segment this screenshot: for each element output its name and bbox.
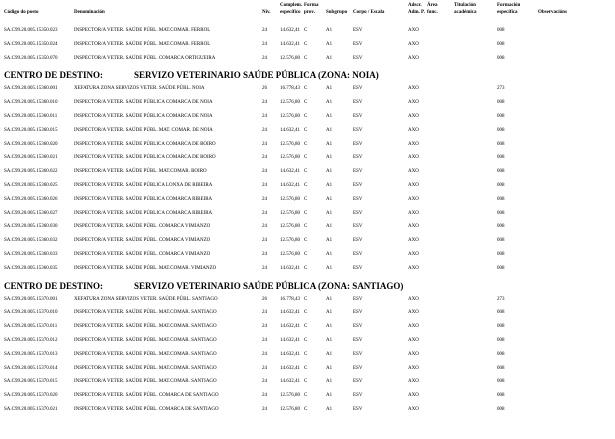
- cell-corpo: ESV: [353, 265, 363, 271]
- cell-adscr: AXO: [408, 113, 419, 119]
- cell-complemento: 14.632,41: [280, 28, 300, 33]
- cell-denominacion: INSPECTOR/A VETER. SAÚDE PÚBL. COMARCA DE SANTIAGO: [74, 406, 219, 412]
- cell-complemento: 14.632,41: [280, 337, 300, 343]
- cell-corpo: ESV: [353, 351, 363, 357]
- cell-subgrupo: A1: [326, 379, 333, 385]
- cell-formacion: 008: [497, 196, 505, 202]
- cell-niv: 24: [262, 141, 267, 147]
- cell-subgrupo: A1: [326, 251, 333, 257]
- section-heading: [0, 66, 615, 82]
- cell-subgrupo: A1: [326, 310, 333, 316]
- cell-denominacion: INSPECTOR/A VETER. SAÚDE PÚBL. MAT.COMAR. SANTIAGO: [74, 324, 217, 330]
- cell-codigo: SA.C99.20.005.15360.015: [4, 127, 58, 133]
- cell-forma: C: [304, 224, 308, 230]
- cell-complemento: 14.632,41: [280, 379, 300, 385]
- cell-denominacion: INSPECTOR/A VETER. SAÚDE PÚBL. MAT.COMAR. SANTIAGO: [74, 379, 217, 385]
- cell-codigo: SA.C99.20.005.15370.012: [4, 337, 58, 343]
- cell-adscr: AXO: [408, 55, 419, 61]
- cell-niv: 24: [262, 224, 267, 230]
- cell-adscr: AXO: [408, 141, 419, 147]
- cell-adscr: AXO: [408, 100, 419, 106]
- cell-adscr: AXO: [408, 310, 419, 316]
- cell-codigo: SA.C99.20.005.15350.023: [4, 28, 58, 33]
- cell-formacion: 008: [497, 113, 505, 119]
- cell-niv: 24: [262, 169, 267, 175]
- section-name: SERVIZO VETERINARIO SAÚDE PÚBLICA (ZONA: NOIA): [134, 70, 379, 81]
- table-row: [0, 82, 615, 96]
- cell-forma: C: [304, 41, 308, 47]
- header-formacion-line2: específica: [497, 10, 518, 15]
- cell-subgrupo: A1: [326, 351, 333, 357]
- cell-forma: C: [304, 251, 308, 257]
- cell-codigo: SA.C99.20.005.15360.032: [4, 238, 58, 244]
- table-row: [0, 320, 615, 334]
- cell-denominacion: INSPECTOR/A VETER. SAÚDE PÚBL. COMARCA VIMIANZO: [74, 251, 211, 257]
- cell-subgrupo: A1: [326, 41, 333, 47]
- cell-codigo: SA.C99.20.005.15370.010: [4, 310, 58, 316]
- table-row: [0, 362, 615, 376]
- cell-forma: C: [304, 379, 308, 385]
- cell-corpo: ESV: [353, 393, 363, 399]
- cell-corpo: ESV: [353, 310, 363, 316]
- cell-forma: C: [304, 28, 308, 33]
- table-row: [0, 179, 615, 193]
- cell-formacion: 008: [497, 28, 505, 33]
- cell-niv: 24: [262, 379, 267, 385]
- cell-formacion: 008: [497, 379, 505, 385]
- cell-forma: C: [304, 296, 308, 302]
- cell-codigo: SA.C99.20.005.15360.035: [4, 265, 58, 271]
- table-row: [0, 375, 615, 389]
- cell-niv: 24: [262, 196, 267, 202]
- header-complemento-line1: Complem.: [280, 3, 303, 8]
- cell-denominacion: INSPECTOR/A VETER. SAÚDE PÚBL. MAT.COMAR. BOIRO: [74, 169, 207, 175]
- cell-subgrupo: A1: [326, 28, 333, 33]
- cell-complemento: 12.576,80: [280, 406, 300, 412]
- cell-forma: C: [304, 169, 308, 175]
- cell-adscr: AXO: [408, 351, 419, 357]
- cell-denominacion: INSPECTOR/A VETER. SAÚDE PÚBL. COMARCA DE SANTIAGO: [74, 393, 219, 399]
- cell-complemento: 14.632,41: [280, 324, 300, 330]
- cell-subgrupo: A1: [326, 296, 333, 302]
- cell-subgrupo: A1: [326, 100, 333, 106]
- header-adscr-line2: Adm. P.: [408, 10, 425, 15]
- cell-subgrupo: A1: [326, 337, 333, 343]
- cell-niv: 24: [262, 55, 267, 61]
- cell-niv: 24: [262, 337, 267, 343]
- cell-complemento: 12.576,80: [280, 393, 300, 399]
- cell-denominacion: XEFATURA ZONA SERVIZOS VETER. SAÚDE PÚBL. SANTIAGO: [74, 296, 218, 302]
- header-forma-line2: prov.: [304, 10, 315, 15]
- cell-denominacion: XEFATURA ZONA SERVIZOS VETER. SAÚDE PÚBL. NOIA: [74, 86, 205, 92]
- table-row: [0, 165, 615, 179]
- cell-adscr: AXO: [408, 337, 419, 343]
- cell-codigo: SA.C99.20.005.15360.011: [4, 113, 58, 119]
- cell-formacion: 008: [497, 365, 505, 371]
- cell-complemento: 12.576,80: [280, 238, 300, 244]
- cell-corpo: ESV: [353, 182, 363, 188]
- cell-adscr: AXO: [408, 155, 419, 161]
- cell-niv: 24: [262, 113, 267, 119]
- cell-denominacion: INSPECTOR/A VETER. SAÚDE PÚBL. COMARCA ORTIGUEIRA: [74, 55, 216, 61]
- cell-denominacion: INSPECTOR/A VETER. SAÚDE PÚBL. COMARCA VIMIANZO: [74, 238, 211, 244]
- table-row: [0, 124, 615, 138]
- cell-corpo: ESV: [353, 238, 363, 244]
- cell-corpo: ESV: [353, 251, 363, 257]
- header-titulacion-line2: académica: [454, 10, 477, 15]
- cell-formacion: 008: [497, 224, 505, 230]
- cell-forma: C: [304, 324, 308, 330]
- cell-forma: C: [304, 365, 308, 371]
- cell-subgrupo: A1: [326, 182, 333, 188]
- cell-formacion: 008: [497, 337, 505, 343]
- table-row: [0, 220, 615, 234]
- cell-corpo: ESV: [353, 41, 363, 47]
- cell-corpo: ESV: [353, 324, 363, 330]
- cell-formacion: 273: [497, 86, 505, 92]
- header-subgrupo: Subgrupo: [326, 10, 348, 15]
- cell-codigo: SA.C99.20.005.15360.010: [4, 100, 58, 106]
- cell-formacion: 008: [497, 127, 505, 133]
- cell-formacion: 008: [497, 169, 505, 175]
- cell-corpo: ESV: [353, 210, 363, 216]
- cell-subgrupo: A1: [326, 55, 333, 61]
- cell-denominacion: INSPECTOR/A VETER. SAÚDE PÚBL. MAT. COMAR. DE NOIA: [74, 127, 213, 133]
- cell-codigo: SA.C99.20.005.15360.033: [4, 251, 58, 257]
- cell-corpo: ESV: [353, 86, 363, 92]
- table-row: [0, 248, 615, 262]
- cell-complemento: 12.576,80: [280, 251, 300, 257]
- cell-subgrupo: A1: [326, 224, 333, 230]
- table-row: [0, 306, 615, 320]
- cell-niv: 24: [262, 28, 267, 33]
- cell-forma: C: [304, 210, 308, 216]
- cell-complemento: 16.778,43: [280, 296, 300, 302]
- cell-forma: C: [304, 337, 308, 343]
- cell-formacion: 008: [497, 265, 505, 271]
- cell-forma: C: [304, 155, 308, 161]
- table-row: [0, 207, 615, 221]
- cell-adscr: AXO: [408, 251, 419, 257]
- table-row: [0, 96, 615, 110]
- cell-forma: C: [304, 196, 308, 202]
- cell-adscr: AXO: [408, 406, 419, 412]
- cell-formacion: 008: [497, 238, 505, 244]
- header-corpo: Corpo / Escala: [353, 10, 385, 15]
- cell-complemento: 14.632,41: [280, 169, 300, 175]
- cell-corpo: ESV: [353, 100, 363, 106]
- cell-forma: C: [304, 238, 308, 244]
- cell-adscr: AXO: [408, 169, 419, 175]
- cell-formacion: 008: [497, 155, 505, 161]
- cell-denominacion: INSPECTOR/A VETER. SAÚDE PÚBLICA COMARCA DE BOIRO: [74, 155, 216, 161]
- table-row: [0, 138, 615, 152]
- cell-formacion: 008: [497, 182, 505, 188]
- header-formacion-line1: Formación: [497, 3, 521, 8]
- header-denominacion: Denominación: [74, 10, 105, 15]
- cell-subgrupo: A1: [326, 113, 333, 119]
- table-row: [0, 24, 615, 38]
- cell-subgrupo: A1: [326, 86, 333, 92]
- table-header: [0, 3, 615, 23]
- cell-forma: C: [304, 141, 308, 147]
- cell-subgrupo: A1: [326, 406, 333, 412]
- cell-niv: 26: [262, 86, 267, 92]
- cell-corpo: ESV: [353, 155, 363, 161]
- cell-codigo: SA.C99.20.005.15370.013: [4, 351, 58, 357]
- cell-complemento: 12.576,80: [280, 210, 300, 216]
- cell-niv: 24: [262, 238, 267, 244]
- cell-codigo: SA.C99.20.005.15360.021: [4, 155, 58, 161]
- section-label: CENTRO DE DESTINO:: [4, 70, 104, 81]
- cell-complemento: 14.632,41: [280, 41, 300, 47]
- cell-niv: 24: [262, 210, 267, 216]
- cell-forma: C: [304, 265, 308, 271]
- posts-table: [0, 24, 615, 418]
- cell-niv: 24: [262, 351, 267, 357]
- cell-forma: C: [304, 100, 308, 106]
- cell-formacion: 008: [497, 310, 505, 316]
- cell-complemento: 14.632,41: [280, 127, 300, 133]
- cell-forma: C: [304, 113, 308, 119]
- cell-corpo: ESV: [353, 28, 363, 33]
- cell-denominacion: INSPECTOR/A VETER. SAÚDE PÚBLICA LONXA DE RIBEIRA: [74, 182, 213, 188]
- cell-formacion: 008: [497, 251, 505, 257]
- cell-complemento: 12.576,80: [280, 100, 300, 106]
- cell-formacion: 008: [497, 100, 505, 106]
- cell-codigo: SA.C99.20.005.15360.022: [4, 169, 58, 175]
- cell-formacion: 273: [497, 296, 505, 302]
- cell-denominacion: INSPECTOR/A VETER. SAÚDE PÚBL. MAT.COMAR. FERROL: [74, 41, 211, 47]
- table-row: [0, 110, 615, 124]
- cell-subgrupo: A1: [326, 324, 333, 330]
- cell-adscr: AXO: [408, 127, 419, 133]
- cell-adscr: AXO: [408, 28, 419, 33]
- cell-corpo: ESV: [353, 406, 363, 412]
- cell-adscr: AXO: [408, 365, 419, 371]
- section-spacer: [0, 417, 615, 418]
- cell-denominacion: INSPECTOR/A VETER. SAÚDE PÚBL. MAT.COMAR. SANTIAGO: [74, 337, 217, 343]
- cell-formacion: 008: [497, 41, 505, 47]
- cell-corpo: ESV: [353, 141, 363, 147]
- table-row: [0, 151, 615, 165]
- cell-denominacion: INSPECTOR/A VETER. SAÚDE PÚBLICA COMARCA DE NOIA: [74, 100, 213, 106]
- cell-corpo: ESV: [353, 337, 363, 343]
- cell-forma: C: [304, 406, 308, 412]
- cell-adscr: AXO: [408, 324, 419, 330]
- table-row: [0, 334, 615, 348]
- cell-niv: 24: [262, 324, 267, 330]
- cell-subgrupo: A1: [326, 365, 333, 371]
- cell-niv: 24: [262, 100, 267, 106]
- cell-corpo: ESV: [353, 196, 363, 202]
- cell-complemento: 12.576,80: [280, 55, 300, 61]
- cell-corpo: ESV: [353, 55, 363, 61]
- cell-denominacion: INSPECTOR/A VETER. SAÚDE PÚBLICA COMARCA DE BOIRO: [74, 141, 216, 147]
- cell-complemento: 12.576,80: [280, 113, 300, 119]
- cell-corpo: ESV: [353, 365, 363, 371]
- cell-niv: 26: [262, 296, 267, 302]
- cell-corpo: ESV: [353, 127, 363, 133]
- cell-forma: C: [304, 393, 308, 399]
- cell-complemento: 12.576,80: [280, 224, 300, 230]
- cell-adscr: AXO: [408, 224, 419, 230]
- table-row: [0, 52, 615, 66]
- cell-denominacion: INSPECTOR/A VETER. SAÚDE PÚBL. MAT.COMAR. SANTIAGO: [74, 365, 217, 371]
- header-area-line1: Área: [427, 3, 438, 8]
- cell-complemento: 16.778,43: [280, 86, 300, 92]
- cell-adscr: AXO: [408, 196, 419, 202]
- cell-adscr: AXO: [408, 238, 419, 244]
- table-row: [0, 193, 615, 207]
- cell-adscr: AXO: [408, 86, 419, 92]
- header-niv: Nív.: [262, 10, 271, 15]
- cell-codigo: SA.C99.20.005.15370.011: [4, 324, 58, 330]
- cell-niv: 24: [262, 182, 267, 188]
- cell-codigo: SA.C99.20.005.15360.026: [4, 196, 58, 202]
- cell-codigo: SA.C99.20.005.15350.070: [4, 55, 58, 61]
- cell-niv: 24: [262, 41, 267, 47]
- cell-formacion: 008: [497, 406, 505, 412]
- cell-forma: C: [304, 351, 308, 357]
- cell-codigo: SA.C99.20.005.15370.021: [4, 406, 58, 412]
- cell-denominacion: INSPECTOR/A VETER. SAÚDE PÚBL. MAT.COMAR. VIMIANZO: [74, 265, 217, 271]
- cell-forma: C: [304, 310, 308, 316]
- cell-adscr: AXO: [408, 296, 419, 302]
- table-row: [0, 234, 615, 248]
- cell-niv: 24: [262, 393, 267, 399]
- cell-corpo: ESV: [353, 113, 363, 119]
- table-row: [0, 262, 615, 276]
- header-titulacion-line1: Titulación: [454, 3, 476, 8]
- cell-complemento: 14.632,41: [280, 365, 300, 371]
- cell-subgrupo: A1: [326, 393, 333, 399]
- cell-codigo: SA.C99.20.005.15360.001: [4, 86, 58, 92]
- cell-adscr: AXO: [408, 182, 419, 188]
- cell-complemento: 14.632,41: [280, 351, 300, 357]
- cell-adscr: AXO: [408, 393, 419, 399]
- cell-adscr: AXO: [408, 265, 419, 271]
- cell-codigo: SA.C99.20.005.15370.001: [4, 296, 58, 302]
- cell-adscr: AXO: [408, 379, 419, 385]
- cell-complemento: 12.576,80: [280, 141, 300, 147]
- section-label: CENTRO DE DESTINO:: [4, 280, 104, 291]
- cell-denominacion: INSPECTOR/A VETER. SAÚDE PÚBLICA COMARCA RIBEIRA: [74, 210, 213, 216]
- cell-formacion: 008: [497, 210, 505, 216]
- cell-niv: 24: [262, 406, 267, 412]
- cell-subgrupo: A1: [326, 210, 333, 216]
- cell-codigo: SA.C99.20.005.15360.020: [4, 141, 58, 147]
- cell-formacion: 008: [497, 393, 505, 399]
- cell-corpo: ESV: [353, 296, 363, 302]
- cell-denominacion: INSPECTOR/A VETER. SAÚDE PÚBL. MAT.COMAR. SANTIAGO: [74, 351, 217, 357]
- table-row: [0, 293, 615, 307]
- cell-denominacion: INSPECTOR/A VETER. SAÚDE PÚBL. COMARCA VIMIANZO: [74, 224, 211, 230]
- cell-corpo: ESV: [353, 379, 363, 385]
- cell-subgrupo: A1: [326, 265, 333, 271]
- cell-codigo: SA.C99.20.005.15360.025: [4, 182, 58, 188]
- header-codigo: Código do posto: [4, 10, 39, 15]
- section-heading: [0, 277, 615, 293]
- header-observacions: Observacións: [538, 10, 567, 15]
- cell-niv: 24: [262, 310, 267, 316]
- cell-forma: C: [304, 86, 308, 92]
- cell-formacion: 008: [497, 55, 505, 61]
- header-forma-line1: Forma: [304, 3, 319, 8]
- cell-denominacion: INSPECTOR/A VETER. SAÚDE PÚBLICA COMARCA RIBEIRA: [74, 196, 213, 202]
- cell-subgrupo: A1: [326, 141, 333, 147]
- cell-subgrupo: A1: [326, 127, 333, 133]
- cell-complemento: 14.632,41: [280, 265, 300, 271]
- cell-corpo: ESV: [353, 169, 363, 175]
- cell-formacion: 008: [497, 351, 505, 357]
- header-area-line2: func.: [427, 10, 438, 15]
- cell-denominacion: INSPECTOR/A VETER. SAÚDE PÚBLICA COMARCA DE NOIA: [74, 113, 213, 119]
- cell-subgrupo: A1: [326, 196, 333, 202]
- cell-codigo: SA.C99.20.005.15360.030: [4, 224, 58, 230]
- cell-codigo: SA.C99.20.005.15370.020: [4, 393, 58, 399]
- cell-niv: 24: [262, 127, 267, 133]
- table-row: [0, 403, 615, 417]
- cell-codigo: SA.C99.20.005.15360.027: [4, 210, 58, 216]
- table-row: [0, 38, 615, 52]
- cell-adscr: AXO: [408, 41, 419, 47]
- table-row: [0, 348, 615, 362]
- cell-niv: 24: [262, 265, 267, 271]
- cell-codigo: SA.C99.20.005.15370.014: [4, 365, 58, 371]
- cell-complemento: 14.632,41: [280, 310, 300, 316]
- header-complemento-line2: específico: [280, 10, 301, 15]
- cell-corpo: ESV: [353, 224, 363, 230]
- cell-codigo: SA.C99.20.005.15370.015: [4, 379, 58, 385]
- cell-complemento: 12.576,80: [280, 155, 300, 161]
- cell-niv: 24: [262, 365, 267, 371]
- cell-adscr: AXO: [408, 210, 419, 216]
- header-adscr-line1: Adscr.: [408, 3, 422, 8]
- cell-complemento: 12.576,80: [280, 196, 300, 202]
- cell-subgrupo: A1: [326, 169, 333, 175]
- cell-niv: 24: [262, 251, 267, 257]
- cell-forma: C: [304, 55, 308, 61]
- cell-subgrupo: A1: [326, 238, 333, 244]
- cell-forma: C: [304, 127, 308, 133]
- table-row: [0, 389, 615, 403]
- cell-niv: 24: [262, 155, 267, 161]
- cell-formacion: 008: [497, 324, 505, 330]
- cell-complemento: 14.632,41: [280, 182, 300, 188]
- cell-formacion: 008: [497, 141, 505, 147]
- cell-subgrupo: A1: [326, 155, 333, 161]
- cell-codigo: SA.C99.20.005.15350.024: [4, 41, 58, 47]
- cell-forma: C: [304, 182, 308, 188]
- cell-denominacion: INSPECTOR/A VETER. SAÚDE PÚBL. MAT.COMAR. SANTIAGO: [74, 310, 217, 316]
- cell-denominacion: INSPECTOR/A VETER. SAÚDE PÚBL. MAT.COMAR. FERROL: [74, 28, 211, 33]
- section-name: SERVIZO VETERINARIO SAÚDE PÚBLICA (ZONA: SANTIAGO): [134, 280, 404, 291]
